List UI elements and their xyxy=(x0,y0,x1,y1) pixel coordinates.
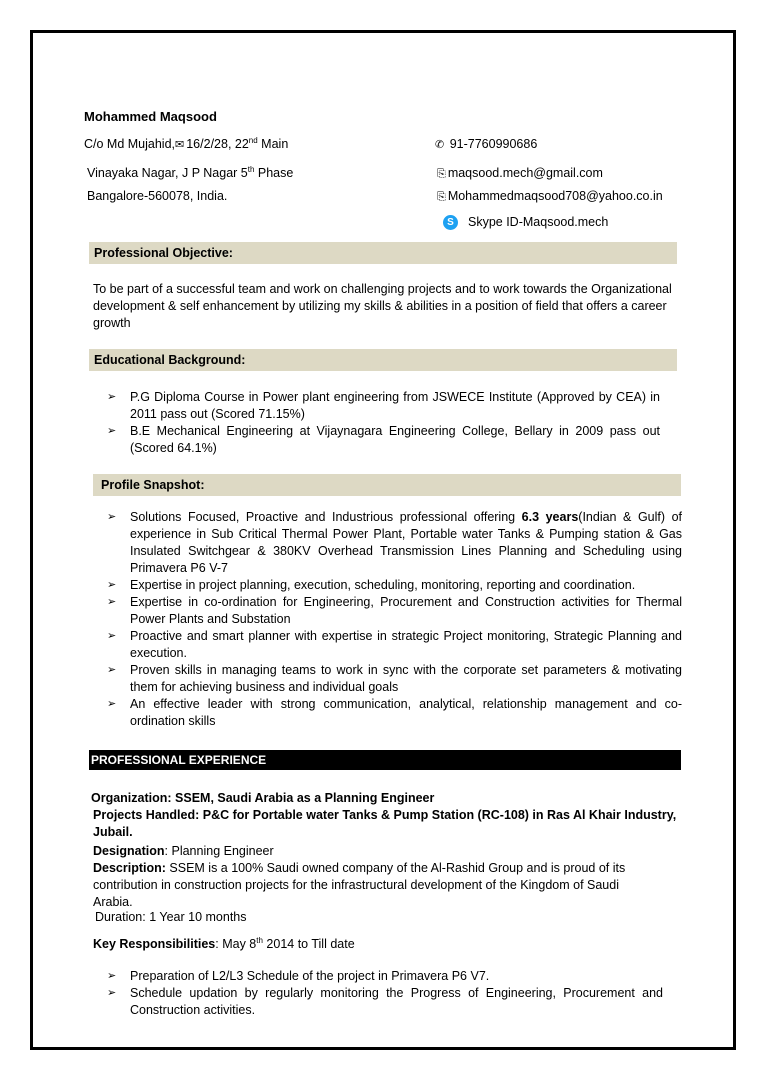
address-line-3: Bangalore-560078, India. xyxy=(87,189,228,203)
list-item xyxy=(107,662,682,696)
profile-item-text: Solutions Focused, Proactive and Industrious professional offering xyxy=(130,510,522,524)
phone-row xyxy=(435,136,537,153)
arrow-bullet-icon: ➢ xyxy=(107,596,117,608)
address-care-of: C/o Md Mujahid, xyxy=(84,137,176,151)
key-responsibilities-date-end: 2014 to Till date xyxy=(262,937,355,951)
responsibility-text: Preparation of L2/L3 Schedule of the project in Primavera P6 V7. xyxy=(130,969,490,983)
education-item-text: P.G Diploma Course in Power plant engineering from JSWECE Institute (Approved by CEA) in 2011 pass out (Scored 71.15%) xyxy=(130,390,660,421)
education-item-text: B.E Mechanical Engineering at Vijaynagara Engineering College, Bellary in 2009 pass out (Scored 64.1%) xyxy=(130,424,660,455)
objective-heading: Professional Objective: xyxy=(89,242,677,264)
profile-item-text: Expertise in project planning, execution, scheduling, monitoring, reporting and coordination. xyxy=(130,578,636,592)
email-secondary[interactable]: Mohammedmaqsood708@yahoo.co.in xyxy=(447,189,663,203)
phone-icon: ✆ xyxy=(435,139,445,151)
designation-value: : Planning Engineer xyxy=(164,844,274,858)
designation-label: Designation xyxy=(93,844,165,858)
duration: Duration: 1 Year 10 months xyxy=(95,910,247,924)
address-line-2 xyxy=(87,165,293,181)
experience-years: 6.3 years xyxy=(521,510,579,524)
designation-row xyxy=(93,843,681,860)
list-item xyxy=(107,509,682,577)
arrow-bullet-icon: ➢ xyxy=(107,664,117,676)
description-value: SSEM is a 100% Saudi owned company of the Al-Rashid Group and is proud of its contribution in construction projects for the infrastructural development of the Kingdom of Saudi Arabia. xyxy=(93,861,626,909)
computer-icon: ⎘ xyxy=(437,191,446,203)
description-row xyxy=(93,860,653,911)
list-item xyxy=(107,577,682,594)
address-house-number: 16/2/28, 22 xyxy=(186,137,249,151)
address-line-1 xyxy=(84,136,288,153)
address-main: Main xyxy=(257,137,289,151)
candidate-name: Mohammed Maqsood xyxy=(84,109,217,124)
experience-heading: PROFESSIONAL EXPERIENCE xyxy=(89,750,681,770)
profile-heading: Profile Snapshot: xyxy=(93,474,681,496)
responsibility-text: Schedule updation by regularly monitoring the Progress of Engineering, Procurement and Construction activities. xyxy=(130,986,663,1017)
arrow-bullet-icon: ➢ xyxy=(107,511,117,523)
description-label: Description: xyxy=(93,861,166,875)
list-item xyxy=(107,985,663,1019)
skype-id: Skype ID-Maqsood.mech xyxy=(468,215,609,229)
education-list xyxy=(107,389,660,457)
list-item xyxy=(107,389,660,423)
skype-icon: S xyxy=(443,215,458,230)
address-phase-superscript: th xyxy=(247,164,255,174)
address-phase: Phase xyxy=(254,166,294,180)
list-item xyxy=(107,696,682,730)
address-superscript: nd xyxy=(248,135,258,145)
profile-item-text: Proactive and smart planner with expertise in strategic Project monitoring, Strategic Planning and execution. xyxy=(130,629,682,660)
list-item xyxy=(107,968,663,985)
arrow-bullet-icon: ➢ xyxy=(107,987,117,999)
profile-item-text: Expertise in co-ordination for Engineering, Procurement and Construction activities for Thermal Power Plants and Substation xyxy=(130,595,682,626)
profile-item-text: Proven skills in managing teams to work in sync with the corporate set parameters & motivating them for achieving business and individual goals xyxy=(130,663,682,694)
list-item xyxy=(107,423,660,457)
key-responsibilities-row xyxy=(93,936,681,953)
computer-icon: ⎘ xyxy=(437,168,446,180)
skype-row xyxy=(443,214,608,230)
address-locality: Vinayaka Nagar, J P Nagar 5 xyxy=(87,166,248,180)
phone-number: 91-7760990686 xyxy=(449,137,538,151)
list-item xyxy=(107,594,682,628)
date-superscript: th xyxy=(256,935,263,945)
objective-text: To be part of a successful team and work on challenging projects and to work towards the Organizational development & self enhancement by utilizing my skills & abilities in a position of field that offers a career growth xyxy=(93,282,672,330)
arrow-bullet-icon: ➢ xyxy=(107,698,117,710)
arrow-bullet-icon: ➢ xyxy=(107,425,117,437)
key-responsibilities-date: : May 8 xyxy=(215,937,257,951)
email-row-2 xyxy=(437,188,663,205)
profile-item-text: (Indian & Gulf) of experience in Sub Critical Thermal Power Plant, Portable water Tanks & Pumping station & Gas Insulated Switchgear & 380KV Overhead Transmission Lines Planning and Scheduling using Primavera P6 V-7 xyxy=(130,510,682,575)
profile-item-text: An effective leader with strong communication, analytical, relationship management and co-ordination skills xyxy=(130,697,682,728)
key-responsibilities-label: Key Responsibilities xyxy=(93,937,216,951)
profile-list xyxy=(107,509,682,730)
arrow-bullet-icon: ➢ xyxy=(107,970,117,982)
email-primary[interactable]: maqsood.mech@gmail.com xyxy=(447,166,603,180)
list-item xyxy=(107,628,682,662)
projects-handled: Projects Handled: P&C for Portable water Tanks & Pump Station (RC-108) in Ras Al Khair Industry, Jubail. xyxy=(93,808,677,839)
organization: Organization: SSEM, Saudi Arabia as a Planning Engineer xyxy=(91,791,435,805)
envelope-icon: ✉ xyxy=(175,139,185,151)
email-row-1 xyxy=(437,165,603,182)
arrow-bullet-icon: ➢ xyxy=(107,630,117,642)
education-heading: Educational Background: xyxy=(89,349,677,371)
responsibilities-list xyxy=(107,968,663,1019)
arrow-bullet-icon: ➢ xyxy=(107,579,117,591)
arrow-bullet-icon: ➢ xyxy=(107,391,117,403)
